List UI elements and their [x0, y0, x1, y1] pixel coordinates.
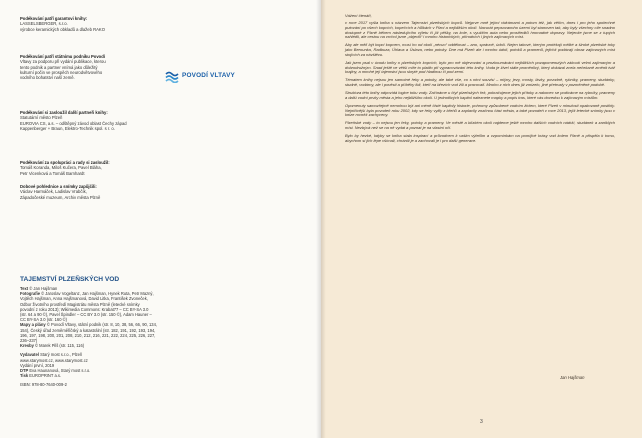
credit-maps-line: 154), Český úřad zeměměřičský a katastrální (str. 182, 191, 192, 193, 194, — [20, 327, 156, 333]
credit-publisher: Vydavatel Starý most s.r.o., Plzeň — [20, 352, 83, 358]
letter-signature: Jan Hajšman — [560, 375, 585, 380]
patron-heading: Podékování patří garantovi knihy: — [20, 16, 88, 21]
credit-photo-line: CC BY-SA 3.0 (str. 160 ©) — [20, 317, 68, 323]
cooperation-heading: Podékování za spolupráci a rady si zasloužil: — [20, 160, 110, 165]
partner-line: kulturní počin ve prospěch neurodvětvového — [20, 69, 103, 75]
book-gutter — [316, 0, 326, 438]
isbn: ISBN: 978-80-7640-009-2 — [20, 382, 67, 388]
letter-greeting: Vážení čtenáři, — [345, 13, 372, 18]
partners2-line: Statutární město Plzeň — [20, 115, 63, 121]
letter-paragraph: Opomenuty samozřejmě nemohou být ani méně čisté kapitoly historie, pohromy způsobené vodním živlem, které Plzeň v minulosti opakovaně postihly. Nejničivější byla povodeň roku 2002, kdy se řeky vylily z břehů a zaplavily značnou část města, a také povodeň v roce 2013, jejíž letecké snímky jsou v knize rovněž zachyceny. — [345, 102, 615, 118]
credit-print: Tisk EUROPRINT a.s. — [20, 373, 62, 379]
archive-line: Západočeské muzeum, Archiv města Plzně — [20, 194, 101, 200]
credit-drawings: Kresby © Marek Pilš (str. 115, 116) — [20, 343, 85, 349]
foreword-letter — [345, 14, 615, 147]
partner-heading: Podékování patří státnímu podniku Povodí — [20, 54, 105, 59]
wave-logo-icon — [165, 70, 180, 83]
partner-line: Vltavy za podporu při vydání publikace, kterou — [20, 59, 106, 65]
patron-line: výrobce keramických obkladů a dlažeb RAKO — [20, 26, 105, 32]
partner-line: tento podnik a partner vnímá jako důležitý — [20, 64, 98, 70]
letter-paragraph: Plzeňské vody – to nejsou jen řeky, potoky a prameny. Ve městě a blízkém okolí najdeme ještě mnoho dalších vodních nádrží, studánek a zaniklých míst. Nezbývá než se na ně vydat a poznat je na vlastní oči. — [345, 120, 615, 131]
partners2-block — [20, 110, 220, 131]
credit-publisher-line: www.starymost.cz, www.starymost.cz — [20, 357, 88, 363]
credit-publisher-line: Vydání první, 2019 — [20, 362, 55, 368]
letter-paragraph: v roce 2017 vyšla kniha s názvem Tajemství plzeňských kopců. Nejprve mně jejími vidrárnami a potom též, jak věřím, dnes i pro jeho spolechné putování po všech kopcích, kopečcích a hůlkách v Plzni a nejbližším okolí. Nacurát pepsovanoho území byl stanoven tak, aby byly všechny cíle snadno dostupné z Plzně během následujícího výletu či jíž pěšky, na kole, s využitím auta nebo prostředků hromadné dopravy. Nejenže jsme se z tupých nahlédli, ale cestou na vrchol jsme „objevili“ i mnoho historických, přírodních i jiných zajímavých míst. — [345, 19, 615, 40]
credit-dtp: DTP Eva Haunanová, Starý most s.r.o. — [20, 368, 91, 374]
partners2-heading: Podékování si zasloužil další partneři knihy: — [20, 110, 108, 115]
cooperation-line: Tomáš Koranda, Miloš Kučera, Pavel Bláha, — [20, 165, 102, 171]
letter-paragraph: Bylo by hezké, kdyby se kniha stala inspirací a průvodcem k vašim výletům a vzpomínkám na pomíjivé krásy vod kolem Plzně a přispěla k tomu, abychom si jich lépe všímali, chránili je a zachovali je i pro další generace. — [345, 132, 615, 143]
letter-paragraph: Tématem knihy nejsou jen samotné řeky a potoky, ale také vše, co s nimi souvisí – mlýny, jezy, mosty, lávky, povodně, rybníky, prameny, studánky, studně, vodárny, ale i pověsti a příběhy lidí, kteří na březích vod žili a pracovali. Mnoho z nich dnes již zmizelo, jiné přetrvaly v pozměněné podobě. — [345, 77, 615, 88]
letter-paragraph: Jak jsem psal v úvodu knihy o plzeňských kopcích, bylo pro mě objevování a prozkoumávání nejbližších pozapomenutých zákoutí velmi zajímavým a dobrodružným. Snad ještě ve větší míře to platilo při vypracovávání této knihy. Voda je živel stále proměnlivý, který dokázal zcela nečekaně změnit tvář krajiny, a mnohé její tajemství jsou skryté pod hladinou či pod zemí. — [345, 59, 615, 75]
credit-text: Text © Jan Hajšman — [20, 286, 58, 291]
credit-photo: Fotografie © Jaroslav Vogeltanz, Jan Hajšman, Hynek Ruta, Petr Mazný, — [20, 291, 154, 297]
page-number: 3 — [480, 419, 483, 425]
credit-maps-line: 236–237) — [20, 338, 38, 344]
partner-block — [20, 54, 170, 80]
archive-line: Václav Harmáček, Ladislav Vrabčík, — [20, 189, 87, 195]
patron-line: LASSELSBERGER, s.r.o. — [20, 21, 68, 27]
credit-photo-line: povodní z roku 2013); Wikimedia Commons: Krabat77 – CC BY-SA 3.0 — [20, 306, 149, 312]
cooperation-block — [20, 160, 170, 176]
letter-paragraph: Aby ale měli být kopci kopcem, musí ho od okolí „nécuo“ oddělovat – ano, správně, údolí. Nejen takové, kterým protékají mělké a široké plzeňské toky jako Berounka, Radbuza, Úhlava a Úslava, nebo potoky. Dne má Plzeň ale i mnoho údolí, potoků a pramenů, jejichž podávají obraz zajímavých míst stojících za návštěvu. — [345, 42, 615, 57]
book-title: TAJEMSTVÍ PLZEŇSKÝCH VOD — [20, 276, 120, 283]
cooperation-line: Petr Vicenková a Tomáš Barnhardt — [20, 170, 85, 176]
letter-paragraph: Struktura této knihy odpovídá logice toku vody. Začínáme u čtyř plzeňských řek, pokračujeme jejich přítoky a nakonec se podíváme na rybníky, prameny a další vodní prvky města a jeho nejbližšího okolí. U jednotlivých kapitol naleznete mapky a popis tras, které vás dovedou k zajímavým místům. — [345, 89, 615, 100]
credit-maps-line: 196, 197, 198, 200, 201, 208, 210, 212, 216, 221, 222, 224, 225, 226, 227, — [20, 332, 156, 338]
partners2-line: Kappenberger + Braun, Elektro-Technik spol. s r. o. — [20, 125, 115, 131]
credits-block — [20, 286, 232, 388]
archive-block — [20, 184, 170, 200]
logo-text: POVODÍ VLTAVY — [182, 72, 236, 79]
credit-photo-line: (str. 64 a 90 ©), Pavel Špindler – CC BY 3.0 (str. 150 ©), Adam Hauner – — [20, 312, 152, 318]
patron-block — [20, 16, 170, 32]
povodi-vltavy-logo — [165, 68, 241, 86]
partners2-line: EUROVIA CS, a.s. – odštěpný závod oblast Čechy západ — [20, 120, 127, 126]
credit-photo-line: Odbor životního prostředí Magistrátu města Plzně (letecké snímky — [20, 301, 140, 307]
credit-maps: Mapy a plány © Povodí Vltavy, státní podnik (str. 8, 10, 38, 56, 66, 90, 134, — [20, 322, 157, 328]
credit-photo-line: Vojtěch Hajšman, Anna Hajšmanová, David Litka, František Zvoneček, — [20, 296, 148, 302]
archive-heading: Dobové pohlednice a snímky zapůjčili: — [20, 184, 97, 189]
partner-line: vodního bohatství naší země. — [20, 75, 75, 81]
